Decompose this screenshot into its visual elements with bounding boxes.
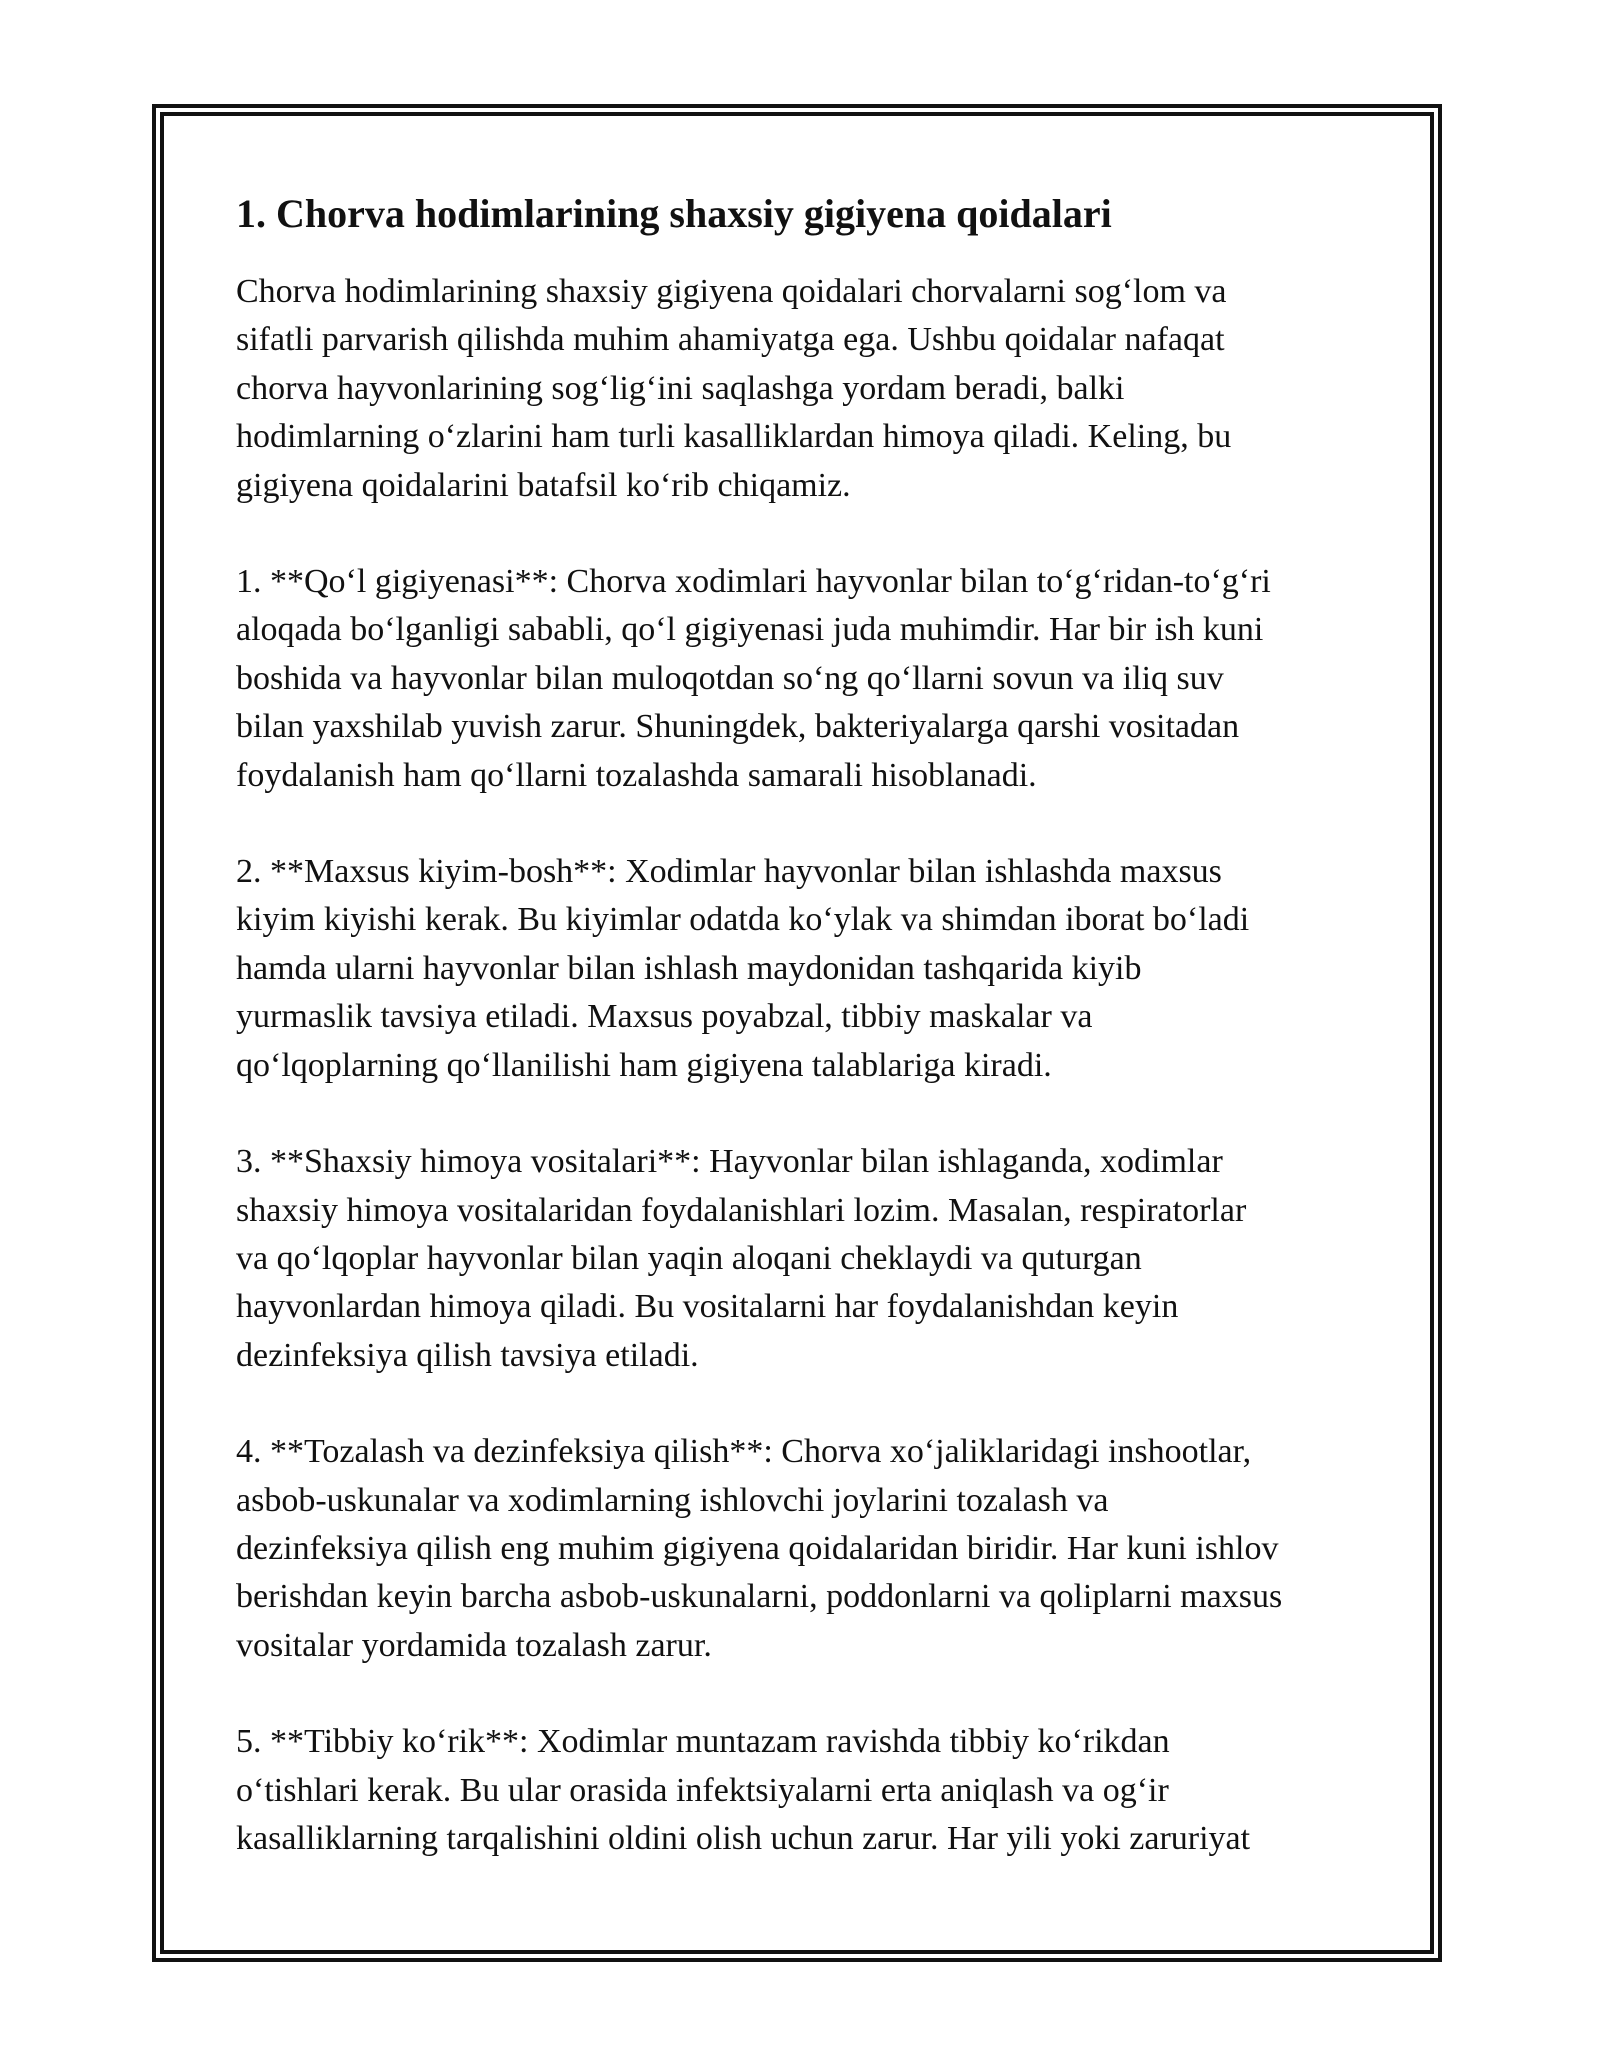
document-body <box>236 186 1376 1911</box>
text-line: foydalanish ham qo‘llarni tozalashda samarali hisoblanadi. <box>236 756 1037 794</box>
item-paragraph-special-clothing <box>236 848 1376 1090</box>
text-line: 3. **Shaxsiy himoya vositalari**: Hayvonlar bilan ishlaganda, xodimlar <box>236 1143 1223 1181</box>
text-line: chorva hayvonlarining sog‘lig‘ini saqlashga yordam beradi, balki <box>236 369 1125 407</box>
item-paragraph-protective-equipment <box>236 1138 1376 1380</box>
text-line: 1. **Qo‘l gigiyenasi**: Chorva xodimlari hayvonlar bilan to‘g‘ridan-to‘g‘ri <box>236 563 1271 601</box>
text-line: aloqada bo‘lganligi sababli, qo‘l gigiyenasi juda muhimdir. Har bir ish kuni <box>236 611 1264 649</box>
text-line: berishdan keyin barcha asbob-uskunalarni, poddonlarni va qoliplarni maxsus <box>236 1578 1283 1616</box>
text-line: gigiyena qoidalarini batafsil ko‘rib chiqamiz. <box>236 466 851 504</box>
item-paragraph-hand-hygiene <box>236 558 1376 800</box>
text-line: boshida va hayvonlar bilan muloqotdan so‘ng qo‘llarni sovun va iliq suv <box>236 659 1224 697</box>
text-line: asbob-uskunalar va xodimlarning ishlovchi joylarini tozalash va <box>236 1481 1109 1519</box>
text-line: Chorva hodimlarining shaxsiy gigiyena qoidalari chorvalarni sog‘lom va <box>236 273 1227 310</box>
text-line: dezinfeksiya qilish eng muhim gigiyena qoidalaridan biridir. Har kuni ishlov <box>236 1529 1279 1567</box>
text-line: kiyim kiyishi kerak. Bu kiyimlar odatda ko‘ylak va shimdan iborat bo‘ladi <box>236 901 1250 939</box>
text-line: bilan yaxshilab yuvish zarur. Shuningdek, bakteriyalarga qarshi vositadan <box>236 708 1240 746</box>
text-line: shaxsiy himoya vositalaridan foydalanishlari lozim. Masalan, respiratorlar <box>236 1191 1247 1229</box>
text-line: o‘tishlari kerak. Bu ular orasida infektsiyalarni erta aniqlash va og‘ir <box>236 1771 1169 1809</box>
document-title: 1. Chorva hodimlarining shaxsiy gigiyena qoidalari <box>236 191 1112 236</box>
item-paragraph-medical-checkup <box>236 1718 1376 1863</box>
text-line: sifatli parvarish qilishda muhim ahamiyatga ega. Ushbu qoidalar nafaqat <box>236 321 1225 359</box>
text-line: qo‘lqoplarning qo‘llanilishi ham gigiyena talablariga kiradi. <box>236 1046 1052 1084</box>
text-line: 5. **Tibbiy ko‘rik**: Xodimlar muntazam ravishda tibbiy ko‘rikdan <box>236 1723 1170 1761</box>
intro-paragraph <box>236 268 1376 510</box>
text-line: hayvonlardan himoya qiladi. Bu vositalarni har foydalanishdan keyin <box>236 1288 1179 1326</box>
text-line: va qo‘lqoplar hayvonlar bilan yaqin aloqani cheklaydi va quturgan <box>236 1239 1142 1277</box>
text-line: 2. **Maxsus kiyim-bosh**: Xodimlar hayvonlar bilan ishlashda maxsus <box>236 853 1222 891</box>
text-line: yurmaslik tavsiya etiladi. Maxsus poyabzal, tibbiy maskalar va <box>236 998 1093 1036</box>
text-line: hamda ularni hayvonlar bilan ishlash maydonidan tashqarida kiyib <box>236 949 1142 987</box>
text-line: 4. **Tozalash va dezinfeksiya qilish**: Chorva xo‘jaliklaridagi inshootlar, <box>236 1433 1252 1471</box>
text-line: kasalliklarning tarqalishini oldini olish uchun zarur. Har yili yoki zaruriyat <box>236 1819 1251 1857</box>
item-paragraph-cleaning-disinfection <box>236 1428 1376 1670</box>
text-line: vositalar yordamida tozalash zarur. <box>236 1626 712 1664</box>
text-line: dezinfeksiya qilish tavsiya etiladi. <box>236 1336 699 1374</box>
text-line: hodimlarning o‘zlarini ham turli kasalliklardan himoya qiladi. Keling, bu <box>236 418 1232 456</box>
